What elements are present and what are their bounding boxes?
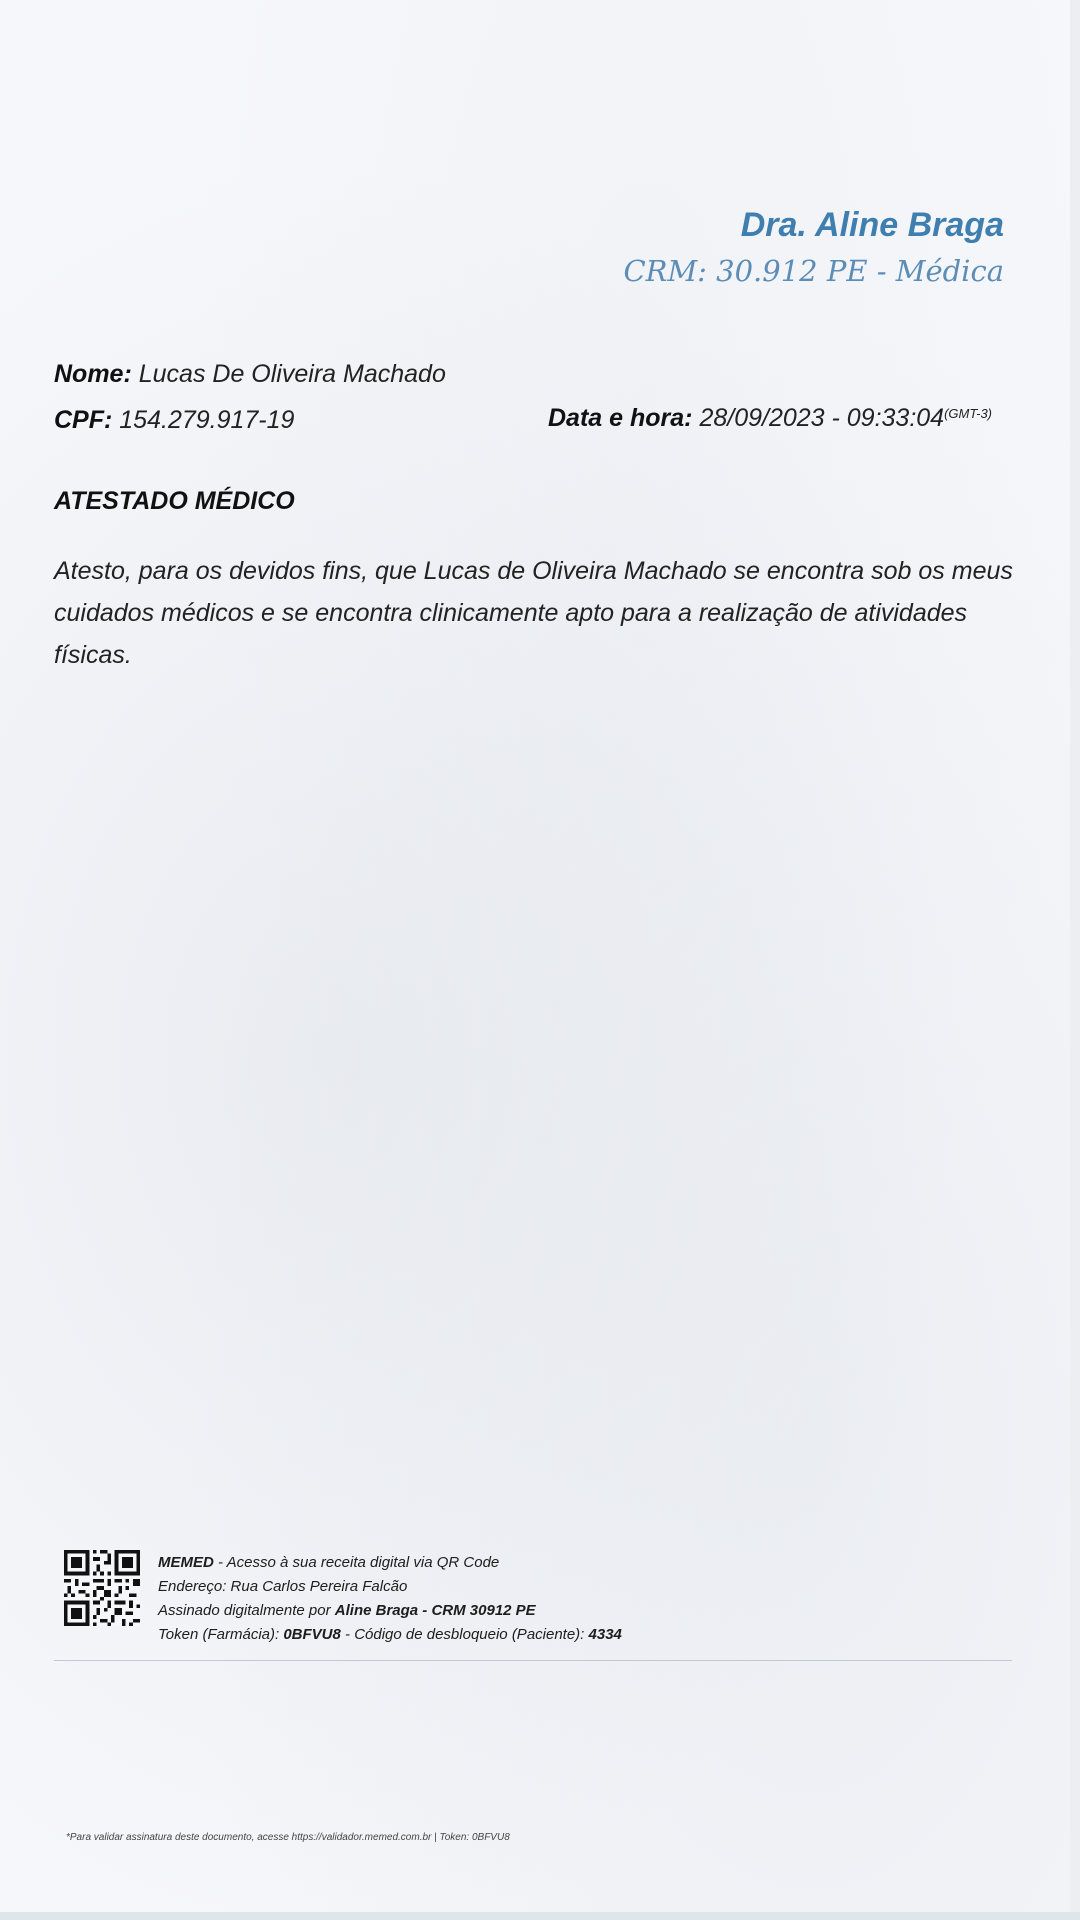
timezone: (GMT-3): [944, 406, 992, 421]
address-line: Endereço: Rua Carlos Pereira Falcão: [158, 1578, 408, 1595]
memed-text: - Acesso à sua receita digital via QR Code: [213, 1554, 500, 1571]
token-value: 0BFVU8: [283, 1626, 341, 1643]
patient-cpf-label: CPF:: [54, 406, 113, 434]
unlock-label: - Código de desbloqueio (Paciente):: [340, 1626, 589, 1643]
qr-code-icon[interactable]: [64, 1550, 140, 1626]
doctor-crm: CRM: 30.912 PE - Médica: [623, 254, 1004, 288]
unlock-value: 4334: [588, 1626, 622, 1643]
patient-name-label: Nome:: [54, 360, 132, 388]
datetime-field: [548, 404, 992, 433]
document-body: Atesto, para os devidos fins, que Lucas de Oliveira Machado se encontra sob os meus cuidados médicos e se encontra clinicamente apto para a realização de atividades físicas.: [54, 557, 1013, 669]
datetime-value: 28/09/2023 - 09:33:04: [699, 404, 945, 432]
token-line: [158, 1623, 622, 1647]
datetime-label: Data e hora:: [548, 404, 693, 432]
scan-bottom-band: [0, 1912, 1080, 1920]
patient-cpf-field: [54, 406, 294, 435]
signed-prefix: Assinado digitalmente por: [158, 1602, 335, 1619]
signed-by: Aline Braga - CRM 30912 PE: [334, 1602, 536, 1619]
doctor-name: Dra. Aline Braga: [740, 206, 1004, 244]
footer-divider: [54, 1660, 1012, 1661]
patient-name-value: Lucas De Oliveira Machado: [138, 360, 446, 388]
validation-note: *Para validar assinatura deste documento, acesse https://validador.memed.com.br | Token: 0BFVU8: [66, 1832, 510, 1843]
patient-name-field: [54, 360, 446, 389]
scan-edge: [1070, 0, 1080, 1920]
signature-line: [158, 1599, 622, 1623]
token-label: Token (Farmácia):: [158, 1626, 284, 1643]
memed-brand: MEMED: [158, 1554, 214, 1571]
patient-cpf-value: 154.279.917-19: [119, 406, 295, 434]
document-title: ATESTADO MÉDICO: [54, 487, 295, 515]
memed-line: [158, 1551, 622, 1575]
memed-footer: [158, 1551, 622, 1647]
